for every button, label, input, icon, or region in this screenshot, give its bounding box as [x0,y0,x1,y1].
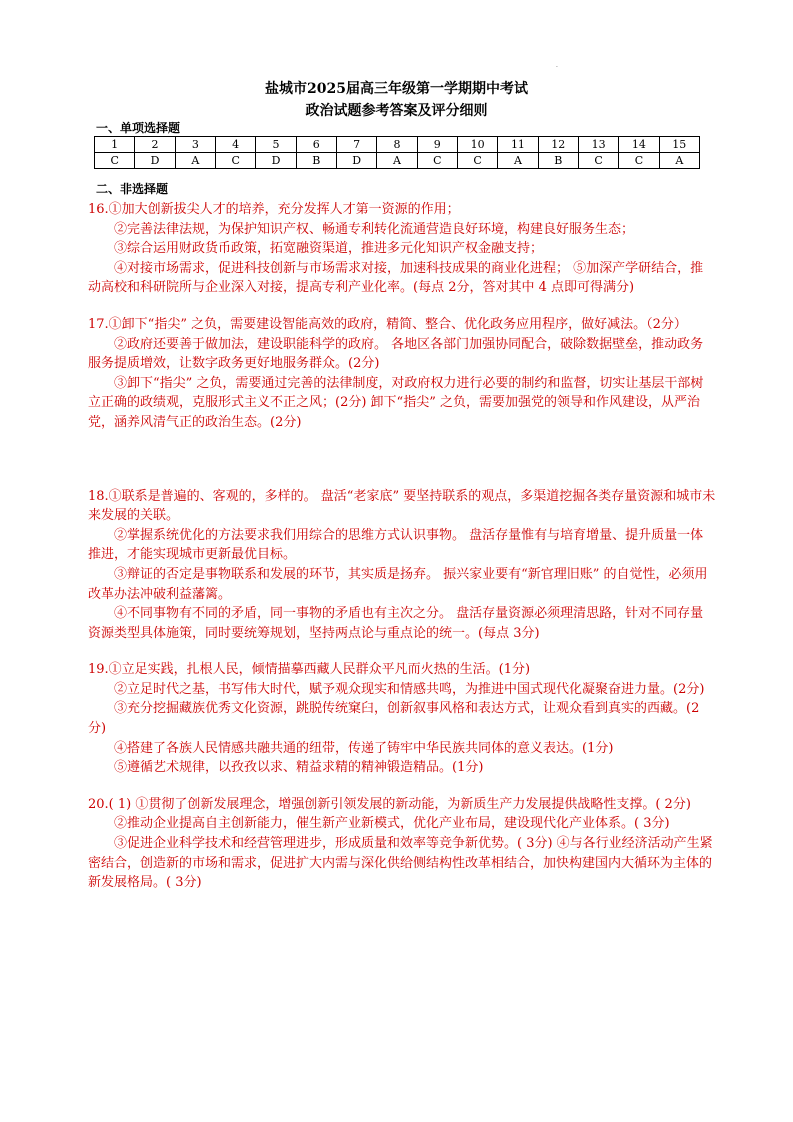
q17-item: ②政府还要善于做加法，建设职能科学的政府。 各地区各部门加强协同配合，破除数据壁垒，推动政务服务提质增效，让数字政务更好地服务群众。(2分) [88,336,704,372]
question-number: 6 [296,137,336,153]
q18-item: 18.①联系是普遍的、客观的，多样的。 盘活“老家底” 要坚持联系的观点，多渠道挖掘各类存量资源和城市未来发展的关联。 [88,488,716,524]
question-number: 14 [619,137,659,153]
answer-body [88,200,716,893]
q19-item: ④搭建了各族人民情感共融共通的纽带，传递了铸牢中华民族共同体的意义表达。(1分) [114,740,614,756]
q16-item: ②完善法律法规，为保护知识产权、畅通专利转化流通营造良好环境，构建良好服务生态； [114,221,635,237]
q16-item: 16.①加大创新拔尖人才的培养，充分发挥人才第一资源的作用； [88,202,460,217]
question-number: 1 [95,137,135,153]
answer-table [94,136,700,169]
q18-item: ③辩证的否定是事物联系和发展的环节，其实质是扬弃。 振兴家业要有“新官理旧账” 的自觉性，必须用改革办法冲破利益藩篱。 [88,566,708,602]
q18-item: ②掌握系统优化的方法要求我们用综合的思维方式认识事物。 盘活存量惟有与培育增量、提升质量一体推进，才能实现城市更新最优目标。 [88,527,704,563]
answer-cell: A [498,153,538,169]
section-heading-essay: 二、非选择题 [96,182,169,196]
question-number: 5 [256,137,296,153]
q20-item: ③促进企业科学技术和经营管理进步，形成质量和效率等竞争新优势。( 3分) ④与各行业经济活动产生紧密结合，创造新的市场和需求，促进扩大内需与深化供给侧结构性改革相结合，加快构建国内大循环为主体的新发展格局。( 3分) [88,836,713,891]
answer-cell: D [336,153,376,169]
answer-cell: C [215,153,255,169]
question-number: 7 [336,137,376,153]
question-number: 11 [498,137,538,153]
q19-item: ②立足时代之基，书写伟大时代，赋予观众现实和情感共鸣，为推进中国式现代化凝聚奋进力量。(2分) [114,681,705,697]
answer-cell: A [377,153,417,169]
section-heading-choice: 一、单项选择题 [96,121,181,135]
answer-cell: B [296,153,336,169]
q16-item: ③综合运用财政货币政策，拓宽融资渠道，推进多元化知识产权金融支持； [114,241,544,257]
q19-item: ⑤遵循艺术规律，以孜孜以求、精益求精的精神锻造精品。(1分) [114,760,484,776]
document-title: 盐城市2025届高三年级第一学期期中考试 [265,81,528,97]
q20-item: ②推动企业提高自主创新能力，催生新产业新模式，优化产业布局，建设现代化产业体系。( 3分) [114,816,670,832]
question-number: 4 [215,137,255,153]
question-number: 2 [135,137,175,153]
question-number: 12 [538,137,578,153]
q18-item: ④不同事物有不同的矛盾，同一事物的矛盾也有主次之分。 盘活存量资源必须理清思路，针对不同存量资源类型具体施策，同时要统筹规划，坚持两点论与重点论的统一。(每点 3分) [88,606,704,641]
question-number: 9 [417,137,457,153]
page-mark: · [556,64,558,71]
question-number: 13 [578,137,618,153]
answer-cell: C [457,153,497,169]
question-number: 8 [377,137,417,153]
question-number: 15 [659,137,699,153]
question-number: 10 [457,137,497,153]
q20-item: 20.( 1) ①贯彻了创新发展理念，增强创新引领发展的新动能，为新质生产力发展提供战略性支撑。( 2分) [88,796,691,812]
answer-table-answer-row [95,153,700,169]
q17-item: ③卸下“指尖” 之负，需要通过完善的法律制度，对政府权力进行必要的制约和监督，切实让基层干部树立正确的政绩观，克服形式主义不正之风；(2分) 卸下“指尖” 之负，需要加强党的领导和作风建设，从严治党，涵养风清气正的政治生态。(2分) [88,375,704,430]
question-number: 3 [175,137,215,153]
answer-cell: D [135,153,175,169]
answer-cell: C [578,153,618,169]
q16-item: ④对接市场需求，促进科技创新与市场需求对接，加速科技成果的商业化进程； ⑤加深产学研结合，推动高校和科研院所与企业深入对接，提高专利产业化率。(每点 2分，答对其中 4 点即可得满分) [88,260,704,296]
answer-cell: A [659,153,699,169]
answer-cell: C [619,153,659,169]
q19-item: ③充分挖掘藏族优秀文化资源，跳脱传统窠臼，创新叙事风格和表达方式，让观众看到真实的西藏。(2分) [88,701,700,737]
answer-cell: B [538,153,578,169]
q17-item: 17.①卸下“指尖” 之负，需要建设智能高效的政府，精简、整合、优化政务应用程序，做好减法。（2分） [88,316,687,332]
answer-cell: C [417,153,457,169]
document-subtitle: 政治试题参考答案及评分细则 [305,103,488,119]
answer-cell: C [95,153,135,169]
answer-cell: A [175,153,215,169]
answer-table-number-row [95,137,700,153]
q19-item: 19.①立足实践，扎根人民，倾情描摹西藏人民群众平凡而火热的生活。(1分) [88,662,531,678]
answer-cell: D [256,153,296,169]
